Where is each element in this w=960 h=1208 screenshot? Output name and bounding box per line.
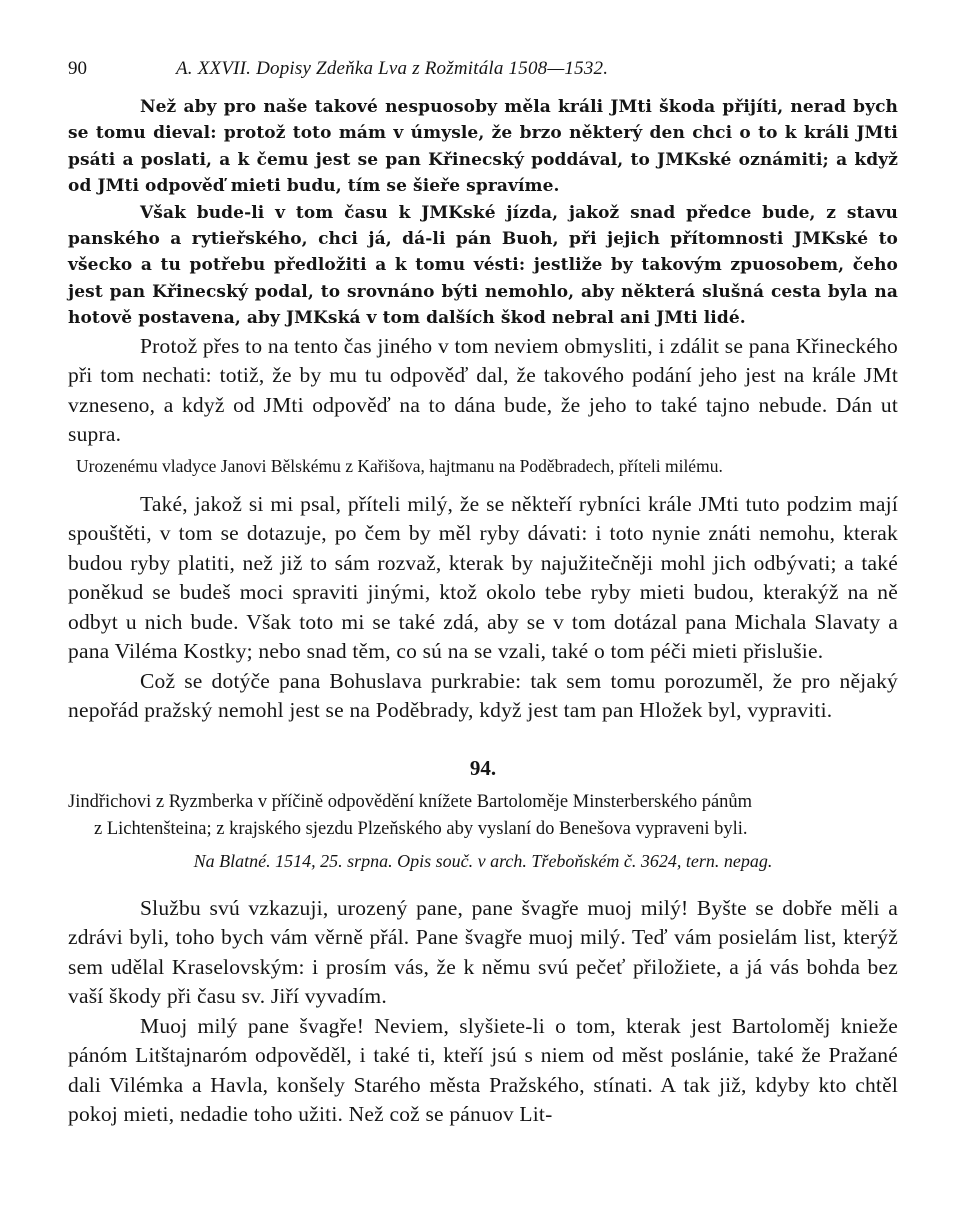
source-note: Na Blatné. 1514, 25. srpna. Opis souč. v arch. Třeboňském č. 3624, tern. nepag. <box>193 850 773 871</box>
regest <box>68 789 898 843</box>
addressee-line: Urozenému vladyce Janovi Bělskému z Kařišova, hajtmanu na Poděbradech, příteli milému. <box>76 455 723 476</box>
document-number: 94. <box>469 755 497 780</box>
paragraph: Muoj milý pane švagře! Neviem, slyšiete-li o tom, kterak jest Bartoloměj knieže pánóm Litštajnaróm odpověděl, i také ti, kteří jsú s niem od měst poslánie, také že Pražané dali Vilémka a Havla, konšely Starého města Pražského, stínati. A tak již, kdyby kto chtěl pokoj mieti, nedadie toho užiti. Než což se pánuov Lit- <box>68 1013 898 1127</box>
running-title: A. XXVII. Dopisy Zdeňka Lva z Rožmitála 1508—1532. <box>176 58 609 79</box>
regest-line: Jindřichovi z Ryzmberka v příčině odpovědění knížete Bartoloměje Minsterberského pánům <box>68 791 753 812</box>
page-number: 90 <box>68 58 87 79</box>
regest-line: z Lichtenšteina; z krajského sjezdu Plzeňského aby vyslaní do Benešova vypraveni byli. <box>94 818 748 839</box>
letter-93-continuation <box>68 94 898 332</box>
paragraph: Také, jakož si mi psal, příteli milý, že se někteří rybníci krále JMti tuto podzim mají spouštěti, v tom se dotazuje, po čem by měl ryby dávati: i toto nynie znáti nemohu, kterak budou ryby platiti, než již to sám rozvaž, kterak by najužitečněji mohl jich odbývati; a také poněkud se budeš moci spraviti jinými, ktož okolo tebe ryby mieti budou, kterakýž na ně odbyt u nich bude. Však toto mi se také zdá, aby se v tom dotázal pana Michala Slavaty a pana Viléma Kostky; nebo snad těm, co sú na se vzali, také o tom péči mieti přislušie. <box>68 491 898 664</box>
paragraph: Což se dotýče pana Bohuslava purkrabie: tak sem tomu porozuměl, že pro nějaký nepořád pražský nemohl jest se na Poděbrady, když jest tam pan Hložek byl, vypraviti. <box>68 668 898 723</box>
paragraph: Službu svú vzkazuji, urozený pane, pane švagře muoj milý! Byšte se dobře měli a zdrávi byli, toho bych vám věrně přál. Pane švagře muoj milý. Teď vám posielám list, kterýž sem udělal Kraselovským: i prosím vás, že k němu svú pečeť přiložiete, a já vás bohda bez vaší škody při času sv. Jiří vyvadím. <box>68 895 898 1009</box>
running-header <box>68 58 898 94</box>
paragraph: Však bude-li v tom času k JMKské jízda, jakož snad předce bude, z stavu panského a rytieřského, chci já, dá-li pán Buoh, při jejich přítomnosti JMKské to všecko a tu potřebu předložiti a k tomu vésti: jestliže by takovým zpuosobem, čeho jest pan Křinecský podal, to srovnáno býti nemohlo, aby některá slušná cesta byla na hotově postavena, aby JMKská v tom dalších škod nebral ani JMti lidé. <box>68 202 898 329</box>
paragraph: Než aby pro naše takové nespuosoby měla králi JMti škoda přijíti, nerad bych se tomu dieval: protož toto mám v úmysle, že brzo některý den chci o to k králi JMti psáti a poslati, a k čemu jest se pan Křinecský poddával, to JMKské oznámiti; a když od JMti odpověď mieti budu, tím se šieře spravíme. <box>68 97 898 197</box>
paragraph: Protož přes to na tento čas jiného v tom neviem obmysliti, i zdálit se pana Křineckého při tom nechati: totiž, že by mu tu odpověď dal, že takového podání jeho jest na krále JMt vzneseno, a když od JMti odpověď na to dána bude, že jeho to také tajno nebude. Dán ut supra. <box>68 333 898 447</box>
letter-94-body <box>68 894 898 1130</box>
postscript <box>68 490 898 726</box>
letter-93-closing <box>68 332 898 450</box>
